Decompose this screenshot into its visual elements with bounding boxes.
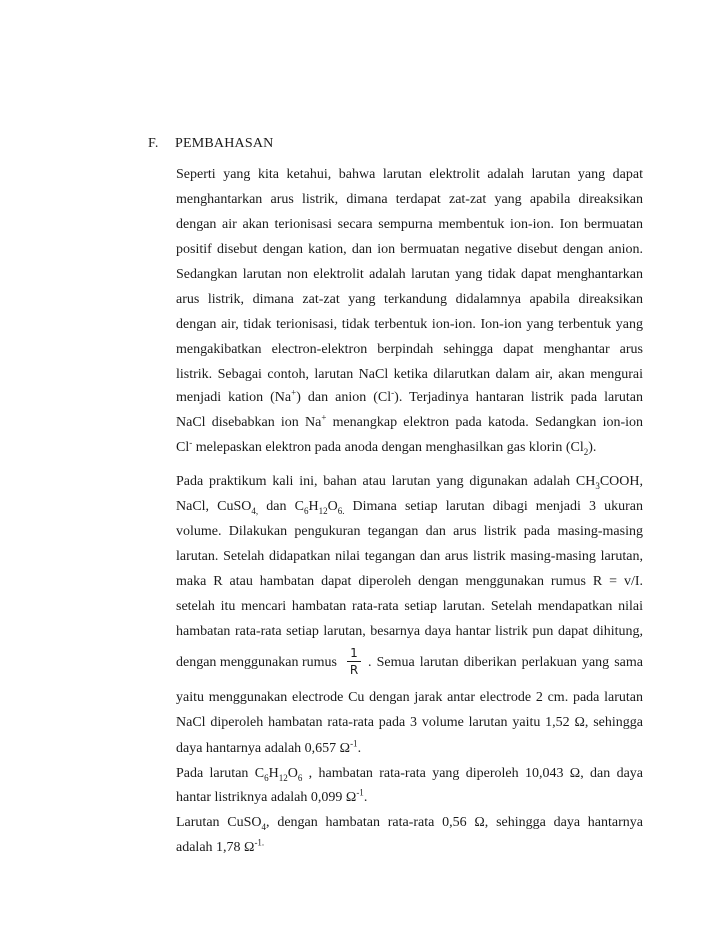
p1-line-10: menjadi kation (Na+) dan anion (Cl-). Terjadinya hantaran listrik pada larutan bbox=[176, 387, 643, 405]
p2-line-10: NaCl diperoleh hambatan rata-rata pada 3 volume larutan yaitu 1,52 Ω, sehingga bbox=[176, 715, 643, 730]
p1-line-4: positif disebut dengan kation, dan ion bermuatan negative disebut dengan anion. bbox=[176, 242, 643, 257]
p3-line-2: hantar listriknya adalah 0,099 $\Omega^{-1}$. bbox=[176, 787, 368, 805]
formula-denominator: R bbox=[349, 663, 359, 677]
p2-line-8b: . Semua larutan diberikan perlakuan yang sama bbox=[368, 655, 643, 670]
p2-line-6: setelah itu mencari hambatan rata-rata setiap larutan. Setelah mendapatkan nilai bbox=[176, 599, 643, 614]
p1-line-12: Cl- melepaskan elektron pada anoda dengan menghasilkan gas klorin $(Cl_2)$. bbox=[176, 437, 597, 457]
p4-line-1: Larutan CuSO$_4$, dengan hambatan rata-rata 0,56 Ω, sehingga daya hantarnya bbox=[176, 815, 644, 832]
formula-numerator: 1 bbox=[350, 646, 358, 660]
p2-line-4: larutan. Setelah didapatkan nilai tegangan dan arus listrik masing-masing larutan, bbox=[176, 549, 643, 564]
p2-line-5: maka R atau hambatan dapat diperoleh dengan menggunakan rumus R = v/I. bbox=[176, 574, 643, 589]
p1-line-3: dengan air akan terionisasi secara sempurna membentuk ion-ion. Ion bermuatan bbox=[176, 217, 643, 232]
p1-line-6: arus listrik, dimana zat-zat yang terkandung didalamnya apabila direaksikan bbox=[176, 292, 643, 307]
p4-line-2: adalah 1,78 $\Omega^{-1.}$ bbox=[176, 837, 265, 855]
p1-line-8: mengakibatkan electron-elektron berpindah sehingga dapat menghantar arus bbox=[176, 342, 643, 357]
p2-line-7: hambatan rata-rata setiap larutan, besarnya daya hantar listrik pun dapat dihitung, bbox=[176, 624, 643, 639]
p2-line-2: NaCl, CuSO$_{4,}$ dan $C_6H_{12}O_{6.}$ Dimana setiap larutan dibagi menjadi 3 ukuran bbox=[176, 499, 643, 516]
p1-line-7: dengan air, tidak terionisasi, tidak terbentuk ion-ion. Ion-ion yang terbentuk yang bbox=[176, 317, 643, 332]
p2-line-1: Pada praktikum kali ini, bahan atau larutan yang digunakan adalah $CH_3COOH$, bbox=[176, 474, 643, 491]
p2-line-9: yaitu menggunakan electrode Cu dengan jarak antar electrode 2 cm. pada larutan bbox=[176, 690, 643, 705]
section-number: F. bbox=[148, 136, 159, 151]
p1-line-5: Sedangkan larutan non elektrolit adalah larutan yang tidak dapat menghantarkan bbox=[176, 267, 643, 282]
p2-line-3: volume. Dilakukan pengukuran tegangan dan arus listrik pada masing-masing bbox=[176, 524, 643, 539]
p1-line-1: Seperti yang kita ketahui, bahwa larutan elektrolit adalah larutan yang dapat bbox=[176, 167, 643, 182]
formula-one-over-r bbox=[347, 646, 361, 677]
p3-line-1: Pada larutan $C_6H_{12}O_6$ , hambatan rata-rata yang diperoleh 10,043 Ω, dan daya bbox=[176, 766, 644, 783]
p1-line-9: listrik. Sebagai contoh, larutan NaCl ketika dilarutkan dalam air, akan mengurai bbox=[176, 367, 643, 382]
p1-line-11: NaCl disebabkan ion Na+ menangkap elektron pada katoda. Sedangkan ion-ion bbox=[176, 412, 644, 430]
p2-line-11: daya hantarnya adalah 0,657 $\Omega^{-1}$. bbox=[176, 738, 362, 756]
formula-fraction-bar bbox=[347, 661, 361, 662]
section-title: PEMBAHASAN bbox=[175, 136, 274, 151]
section-heading bbox=[148, 136, 273, 152]
p1-line-2: menghantarkan arus listrik, dimana terdapat zat-zat yang apabila direaksikan bbox=[176, 192, 643, 207]
p2-line-8a: dengan menggunakan rumus bbox=[176, 655, 337, 670]
